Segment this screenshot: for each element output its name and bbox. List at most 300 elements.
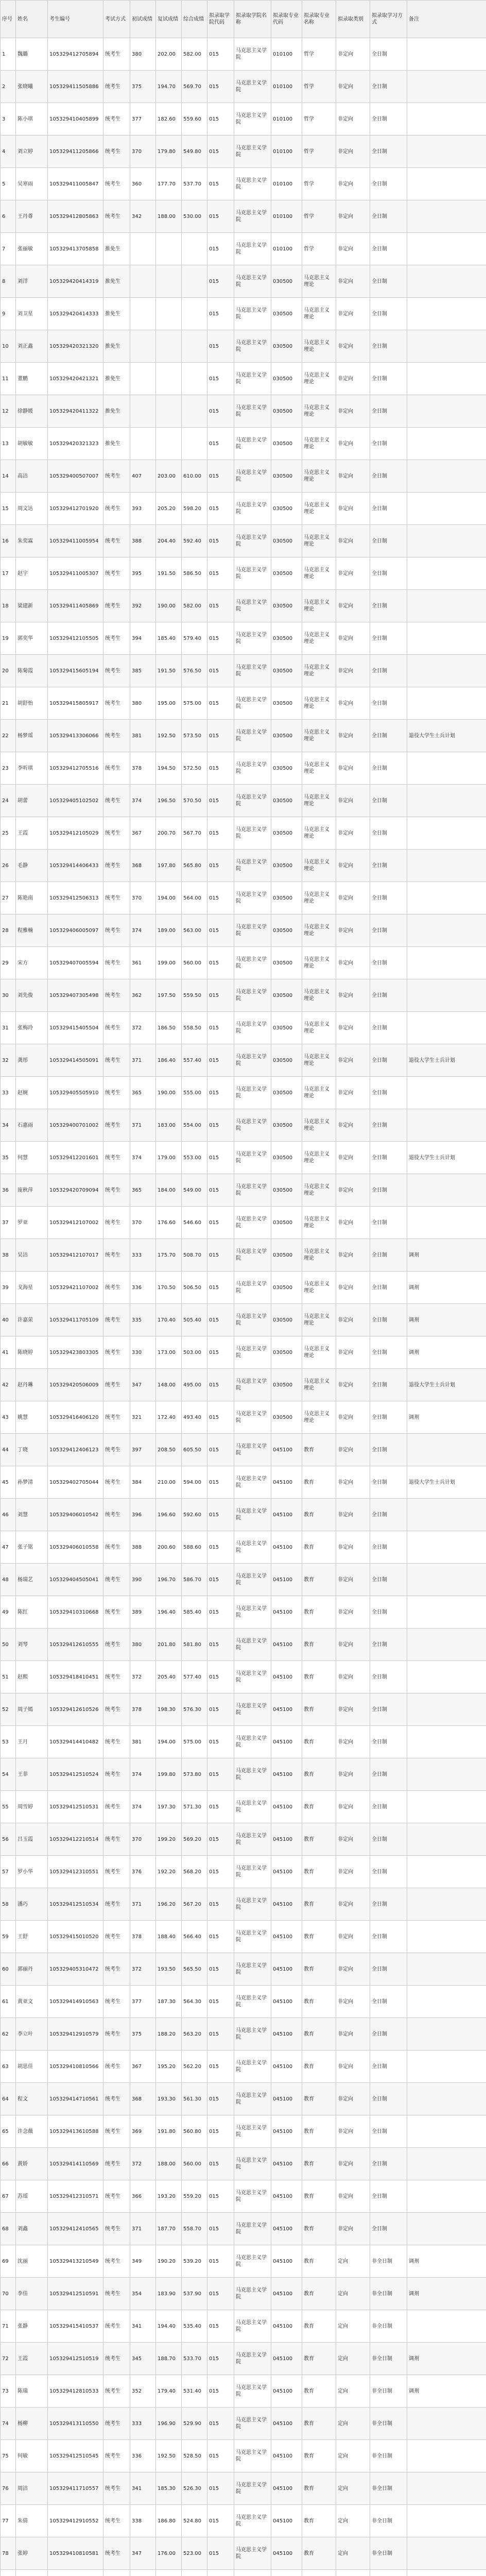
- cell-name: 杨瑞艺: [16, 1564, 48, 1596]
- cell-major-code: 010100: [271, 233, 302, 265]
- cell-category: 非定向: [336, 265, 370, 298]
- cell-total-score: 506.50: [182, 1272, 207, 1304]
- cell-college-name: 马克思主义学院: [234, 2180, 271, 2213]
- cell-total-score: 558.50: [182, 1012, 207, 1044]
- cell-name: 王舒: [16, 1921, 48, 1953]
- cell-retest-score: 205.20: [156, 493, 182, 525]
- cell-category: 定向: [336, 2440, 370, 2472]
- cell-seq: 32: [1, 1044, 16, 1077]
- cell-remark: [407, 1726, 486, 1758]
- cell-category: 非定向: [336, 460, 370, 493]
- cell-exam-method: 统考生: [103, 1986, 130, 2018]
- cell-seq: 28: [1, 914, 16, 947]
- cell-total-score: 495.00: [182, 1369, 207, 1401]
- cell-total-score: 560.80: [182, 2115, 207, 2148]
- cell-initial-score: 370: [130, 1207, 156, 1239]
- cell-exam-method: 统考生: [103, 2115, 130, 2148]
- cell-category: 定向: [336, 2537, 370, 2570]
- table-row: [1, 1531, 486, 1564]
- cell-major-code: 045100: [271, 2245, 302, 2278]
- cell-remark: [407, 1856, 486, 1888]
- cell-major-name: 教育: [302, 1726, 336, 1758]
- cell-total-score: 571.30: [182, 1791, 207, 1823]
- cell-seq: 62: [1, 2018, 16, 2050]
- cell-retest-score: 203.00: [156, 460, 182, 493]
- cell-college-name: 马克思主义学院: [234, 817, 271, 850]
- cell-seq: 37: [1, 1207, 16, 1239]
- cell-remark: [407, 2148, 486, 2180]
- cell-college-code: 015: [207, 1466, 234, 1499]
- cell-retest-score: 194.70: [156, 71, 182, 103]
- cell-initial-score: 371: [130, 1044, 156, 1077]
- cell-study-mode: 全日制: [370, 1888, 407, 1921]
- cell-exam-method: 推免生: [103, 233, 130, 265]
- cell-major-code: 045100: [271, 1726, 302, 1758]
- cell-exam-id: 105329406010558: [48, 1531, 103, 1564]
- cell-seq: 49: [1, 1596, 16, 1629]
- cell-name: 张子铭: [16, 1531, 48, 1564]
- cell-name: 王月: [16, 1726, 48, 1758]
- cell-exam-method: 统考生: [103, 2148, 130, 2180]
- table-row: [1, 1791, 486, 1823]
- cell-college-code: 015: [207, 2310, 234, 2343]
- table-row: [1, 2278, 486, 2310]
- cell-study-mode: 全日制: [370, 103, 407, 135]
- cell-total-score: 533.70: [182, 2343, 207, 2375]
- cell-college-code: 015: [207, 298, 234, 330]
- cell-exam-method: 统考生: [103, 1174, 130, 1207]
- cell-name: 刘洋: [16, 265, 48, 298]
- cell-remark: 调剂: [407, 2278, 486, 2310]
- cell-major-code: 030500: [271, 525, 302, 557]
- cell-college-code: 015: [207, 493, 234, 525]
- cell-total-score: 526.30: [182, 2472, 207, 2505]
- cell-college-name: 马克思主义学院: [234, 428, 271, 460]
- cell-seq: 56: [1, 1823, 16, 1856]
- cell-category: 非定向: [336, 2115, 370, 2148]
- cell-seq: 61: [1, 1986, 16, 2018]
- cell-seq: 48: [1, 1564, 16, 1596]
- cell-major-name: 马克思主义理论: [302, 752, 336, 785]
- cell-initial-score: 371: [130, 1109, 156, 1142]
- cell-college-code: 015: [207, 720, 234, 752]
- cell-study-mode: 全日制: [370, 265, 407, 298]
- cell-total-score: 531.40: [182, 2375, 207, 2408]
- cell-exam-method: 统考生: [103, 557, 130, 590]
- cell-category: 定向: [336, 2472, 370, 2505]
- cell-exam-id: 105329412201601: [48, 1142, 103, 1174]
- cell-seq: 75: [1, 2440, 16, 2472]
- cell-study-mode: 非全日制: [370, 2505, 407, 2537]
- cell-seq: 59: [1, 1921, 16, 1953]
- cell-college-name: 马克思主义学院: [234, 38, 271, 71]
- cell-major-name: 教育: [302, 2408, 336, 2440]
- cell-exam-id: 105329413306066: [48, 720, 103, 752]
- table-row: [1, 1629, 486, 1661]
- table-row: [1, 1012, 486, 1044]
- table-row: [1, 460, 486, 493]
- cell-exam-id: 105329404505041: [48, 1564, 103, 1596]
- cell-major-name: 马克思主义理论: [302, 720, 336, 752]
- cell-exam-id: 105329405505910: [48, 1077, 103, 1109]
- cell-major-name: 马克思主义理论: [302, 687, 336, 720]
- cell-exam-method: 统考生: [103, 200, 130, 233]
- cell-college-code: 015: [207, 330, 234, 363]
- cell-name: 赵宇: [16, 557, 48, 590]
- cell-major-name: 教育: [302, 1823, 336, 1856]
- cell-total-score: 592.40: [182, 525, 207, 557]
- cell-major-code: 045100: [271, 1986, 302, 2018]
- cell-college-name: 马克思主义学院: [234, 1758, 271, 1791]
- cell-study-mode: 全日制: [370, 914, 407, 947]
- cell-initial-score: 372: [130, 1012, 156, 1044]
- cell-major-code: 045100: [271, 1434, 302, 1466]
- cell-category: 非定向: [336, 1466, 370, 1499]
- cell-seq: 13: [1, 428, 16, 460]
- cell-exam-method: 统考生: [103, 1791, 130, 1823]
- cell-college-name: 马克思主义学院: [234, 1207, 271, 1239]
- cell-college-code: 015: [207, 590, 234, 622]
- cell-major-name: 哲学: [302, 233, 336, 265]
- cell-total-score: 565.80: [182, 850, 207, 882]
- cell-retest-score: 148.00: [156, 1369, 182, 1401]
- cell-study-mode: 全日制: [370, 1629, 407, 1661]
- cell-exam-id: 105329412510531: [48, 1791, 103, 1823]
- cell-total-score: 537.90: [182, 2278, 207, 2310]
- cell-initial-score: 390: [130, 1564, 156, 1596]
- cell-major-name: 教育: [302, 2472, 336, 2505]
- cell-initial-score: 347: [130, 1369, 156, 1401]
- cell-initial-score: 347: [130, 2537, 156, 2570]
- cell-major-code: 030500: [271, 979, 302, 1012]
- cell-college-name: 马克思主义学院: [234, 2148, 271, 2180]
- cell-college-name: 马克思主义学院: [234, 2018, 271, 2050]
- cell-major-code: [271, 2570, 302, 2576]
- cell-seq: 26: [1, 850, 16, 882]
- cell-college-code: 015: [207, 1823, 234, 1856]
- cell-exam-id: 105329411705109: [48, 1304, 103, 1336]
- cell-name: 姚慧: [16, 1401, 48, 1434]
- cell-exam-method: 统考生: [103, 2537, 130, 2570]
- cell-name: 周文达: [16, 493, 48, 525]
- cell-college-code: 015: [207, 2180, 234, 2213]
- cell-initial-score: 361: [130, 947, 156, 979]
- cell-total-score: 576.50: [182, 655, 207, 687]
- cell-exam-id: 105329412506313: [48, 882, 103, 914]
- table-row: [1, 1823, 486, 1856]
- cell-major-code: 030500: [271, 817, 302, 850]
- table-row: [1, 557, 486, 590]
- cell-exam-method: 统考生: [103, 2083, 130, 2115]
- cell-major-code: 030500: [271, 1207, 302, 1239]
- cell-exam-id: 105329405102502: [48, 785, 103, 817]
- cell-study-mode: 全日制: [370, 1726, 407, 1758]
- cell-retest-score: 188.20: [156, 2018, 182, 2050]
- cell-category: 非定向: [336, 1791, 370, 1823]
- cell-total-score: 565.50: [182, 1953, 207, 1986]
- cell-initial-score: 378: [130, 752, 156, 785]
- cell-major-name: 马克思主义理论: [302, 979, 336, 1012]
- cell-retest-score: 200.60: [156, 1531, 182, 1564]
- cell-study-mode: 全日制: [370, 1272, 407, 1304]
- cell-study-mode: 全日制: [370, 395, 407, 428]
- cell-study-mode: 全日制: [370, 2050, 407, 2083]
- cell-major-code: 030500: [271, 557, 302, 590]
- cell-exam-method: 统考生: [103, 135, 130, 168]
- table-row: [1, 1369, 486, 1401]
- cell-initial-score: 375: [130, 71, 156, 103]
- cell-seq: 1: [1, 38, 16, 71]
- cell-initial-score: 341: [130, 2310, 156, 2343]
- cell-major-code: 045100: [271, 1953, 302, 1986]
- cell-college-name: 马克思主义学院: [234, 622, 271, 655]
- cell-exam-method: 统考生: [103, 1304, 130, 1336]
- cell-remark: 调剂: [407, 1239, 486, 1272]
- cell-college-name: 马克思主义学院: [234, 2505, 271, 2537]
- cell-exam-id: 105329414710561: [48, 2083, 103, 2115]
- cell-major-code: 045100: [271, 2375, 302, 2408]
- cell-remark: 退役大学生士兵计划: [407, 1044, 486, 1077]
- cell-retest-score: 170.50: [156, 1272, 182, 1304]
- cell-total-score: 558.70: [182, 2213, 207, 2245]
- cell-college-code: 015: [207, 2018, 234, 2050]
- cell-remark: [407, 2408, 486, 2440]
- cell-college-name: 马克思主义学院: [234, 2343, 271, 2375]
- cell-seq: 24: [1, 785, 16, 817]
- cell-initial-score: 368: [130, 2083, 156, 2115]
- cell-retest-score: 183.90: [156, 2278, 182, 2310]
- cell-college-name: 马克思主义学院: [234, 460, 271, 493]
- cell-major-code: 030500: [271, 590, 302, 622]
- cell-study-mode: 全日制: [370, 1953, 407, 1986]
- cell-name: 周雪婷: [16, 1791, 48, 1823]
- header-college-name: 拟录取学院名称: [234, 1, 271, 38]
- cell-major-name: 马克思主义理论: [302, 1401, 336, 1434]
- cell-exam-method: 统考生: [103, 38, 130, 71]
- cell-college-name: 马克思主义学院: [234, 103, 271, 135]
- cell-major-code: 045100: [271, 2472, 302, 2505]
- cell-study-mode: 非全日制: [370, 2408, 407, 2440]
- cell-remark: 调剂: [407, 2343, 486, 2375]
- cell-exam-id: 105329406005097: [48, 914, 103, 947]
- cell-initial-score: 393: [130, 493, 156, 525]
- cell-college-code: 015: [207, 2245, 234, 2278]
- cell-initial-score: 377: [130, 103, 156, 135]
- table-row: [1, 2440, 486, 2472]
- cell-study-mode: 全日制: [370, 1109, 407, 1142]
- cell-exam-id: 105329412510524: [48, 1758, 103, 1791]
- cell-name: 陈小琪: [16, 103, 48, 135]
- cell-retest-score: 208.50: [156, 1434, 182, 1466]
- cell-retest-score: 196.60: [156, 1499, 182, 1531]
- cell-exam-id: 105329412510545: [48, 2440, 103, 2472]
- cell-total-score: 564.00: [182, 882, 207, 914]
- cell-major-code: 045100: [271, 1888, 302, 1921]
- cell-initial-score: 380: [130, 687, 156, 720]
- cell-total-score: 581.80: [182, 1629, 207, 1661]
- cell-college-code: 015: [207, 168, 234, 200]
- table-row: [1, 817, 486, 850]
- cell-category: 非定向: [336, 947, 370, 979]
- cell-remark: [407, 785, 486, 817]
- cell-category: 非定向: [336, 1986, 370, 2018]
- cell-major-code: 045100: [271, 2050, 302, 2083]
- cell-remark: [407, 2310, 486, 2343]
- cell-exam-id: 105329412510534: [48, 1888, 103, 1921]
- cell-total-score: 575.00: [182, 687, 207, 720]
- cell-major-name: 马克思主义理论: [302, 947, 336, 979]
- cell-category: 非定向: [336, 2180, 370, 2213]
- cell-retest-score: 196.50: [156, 785, 182, 817]
- cell-exam-id: 105329414910563: [48, 1986, 103, 2018]
- cell-study-mode: 全日制: [370, 1174, 407, 1207]
- cell-initial-score: 388: [130, 525, 156, 557]
- cell-exam-method: 统考生: [103, 655, 130, 687]
- table-row: [1, 1142, 486, 1174]
- cell-seq: 14: [1, 460, 16, 493]
- cell-remark: [407, 233, 486, 265]
- cell-major-name: 马克思主义理论: [302, 363, 336, 395]
- cell-total-score: 503.00: [182, 1336, 207, 1369]
- cell-major-code: 045100: [271, 1499, 302, 1531]
- cell-college-name: 马克思主义学院: [234, 1077, 271, 1109]
- cell-name: 赵熙: [16, 1661, 48, 1693]
- table-row: [1, 395, 486, 428]
- cell-name: 戈海星: [16, 1272, 48, 1304]
- cell-exam-id: 105329411205866: [48, 135, 103, 168]
- cell-college-name: 马克思主义学院: [234, 1856, 271, 1888]
- cell-name: 梁建新: [16, 590, 48, 622]
- cell-major-name: 教育: [302, 1629, 336, 1661]
- cell-major-code: 045100: [271, 2083, 302, 2115]
- cell-retest-score: 197.80: [156, 850, 182, 882]
- cell-name: 陈菊霞: [16, 655, 48, 687]
- cell-retest-score: 198.30: [156, 1693, 182, 1726]
- cell-study-mode: 非全日制: [370, 2537, 407, 2570]
- cell-exam-method: 统考生: [103, 493, 130, 525]
- cell-category: 非定向: [336, 135, 370, 168]
- cell-exam-method: 推免生: [103, 428, 130, 460]
- cell-college-name: 马克思主义学院: [234, 330, 271, 363]
- cell-college-code: 015: [207, 1986, 234, 2018]
- table-row: [1, 1693, 486, 1726]
- table-row: [1, 1207, 486, 1239]
- cell-initial-score: [130, 265, 156, 298]
- cell-major-name: 马克思主义理论: [302, 428, 336, 460]
- cell-initial-score: 372: [130, 1953, 156, 1986]
- cell-college-name: 马克思主义学院: [234, 233, 271, 265]
- cell-college-name: 马克思主义学院: [234, 882, 271, 914]
- cell-name: 董鹏: [16, 363, 48, 395]
- cell-major-name: 马克思主义理论: [302, 817, 336, 850]
- cell-college-code: 015: [207, 1791, 234, 1823]
- cell-major-code: 030500: [271, 622, 302, 655]
- cell-college-code: 015: [207, 2278, 234, 2310]
- cell-initial-score: [130, 330, 156, 363]
- cell-exam-id: 105329411710557: [48, 2472, 103, 2505]
- cell-seq: 12: [1, 395, 16, 428]
- cell-initial-score: 365: [130, 1174, 156, 1207]
- table-row: [1, 1953, 486, 1986]
- cell-exam-id: 105329412810533: [48, 2375, 103, 2408]
- cell-seq: 41: [1, 1336, 16, 1369]
- cell-initial-score: 388: [130, 1531, 156, 1564]
- cell-name: 许念薇: [16, 2115, 48, 2148]
- cell-college-code: 015: [207, 1726, 234, 1758]
- table-row: [1, 428, 486, 460]
- cell-name: 郭奕华: [16, 622, 48, 655]
- cell-college-name: 马克思主义学院: [234, 1239, 271, 1272]
- table-row: [1, 1499, 486, 1531]
- cell-remark: [407, 1629, 486, 1661]
- cell-category: 非定向: [336, 1272, 370, 1304]
- cell-seq: 74: [1, 2408, 16, 2440]
- cell-exam-method: 推免生: [103, 363, 130, 395]
- cell-retest-score: 202.00: [156, 38, 182, 71]
- cell-college-code: 015: [207, 1304, 234, 1336]
- table-row: [1, 1921, 486, 1953]
- cell-name: 刘慧: [16, 1499, 48, 1531]
- cell-college-name: 马克思主义学院: [234, 2408, 271, 2440]
- cell-exam-method: 统考生: [103, 590, 130, 622]
- cell-exam-id: 105329414505091: [48, 1044, 103, 1077]
- cell-study-mode: 全日制: [370, 1531, 407, 1564]
- cell-name: 郭丽丹: [16, 1953, 48, 1986]
- cell-category: 非定向: [336, 1921, 370, 1953]
- table-row: [1, 330, 486, 363]
- cell-major-code: 045100: [271, 2180, 302, 2213]
- cell-major-code: 045100: [271, 1629, 302, 1661]
- cell-retest-score: 185.40: [156, 622, 182, 655]
- cell-exam-method: 统考生: [103, 2472, 130, 2505]
- cell-retest-score: 192.20: [156, 1856, 182, 1888]
- cell-major-code: 045100: [271, 2278, 302, 2310]
- cell-seq: 30: [1, 979, 16, 1012]
- table-row: [1, 1726, 486, 1758]
- cell-major-code: 030500: [271, 1044, 302, 1077]
- cell-remark: [407, 979, 486, 1012]
- cell-exam-id: 105329420414319: [48, 265, 103, 298]
- table-row: [1, 1758, 486, 1791]
- cell-name: 刘立婷: [16, 135, 48, 168]
- cell-retest-score: 201.80: [156, 1629, 182, 1661]
- cell-seq: 66: [1, 2148, 16, 2180]
- cell-college-code: 015: [207, 1856, 234, 1888]
- cell-seq: 5: [1, 168, 16, 200]
- cell-college-code: [207, 2570, 234, 2576]
- cell-total-score: 569.70: [182, 71, 207, 103]
- cell-exam-id: 105329406010542: [48, 1499, 103, 1531]
- cell-remark: [407, 135, 486, 168]
- cell-major-name: 哲学: [302, 103, 336, 135]
- cell-exam-method: 统考生: [103, 1564, 130, 1596]
- cell-category: 非定向: [336, 687, 370, 720]
- cell-exam-method: 统考生: [103, 1077, 130, 1109]
- cell-college-name: 马克思主义学院: [234, 947, 271, 979]
- cell-study-mode: 全日制: [370, 1921, 407, 1953]
- cell-seq: 21: [1, 687, 16, 720]
- header-name: 姓名: [16, 1, 48, 38]
- cell-major-code: 030500: [271, 1401, 302, 1434]
- cell-retest-score: 193.30: [156, 2083, 182, 2115]
- cell-major-code: 010100: [271, 135, 302, 168]
- cell-college-code: 015: [207, 1336, 234, 1369]
- cell-exam-method: 统考生: [103, 2050, 130, 2083]
- cell-seq: 77: [1, 2505, 16, 2537]
- cell-study-mode: 全日制: [370, 1304, 407, 1336]
- cell-remark: 退役大学生士兵计划: [407, 1142, 486, 1174]
- cell-initial-score: 369: [130, 2115, 156, 2148]
